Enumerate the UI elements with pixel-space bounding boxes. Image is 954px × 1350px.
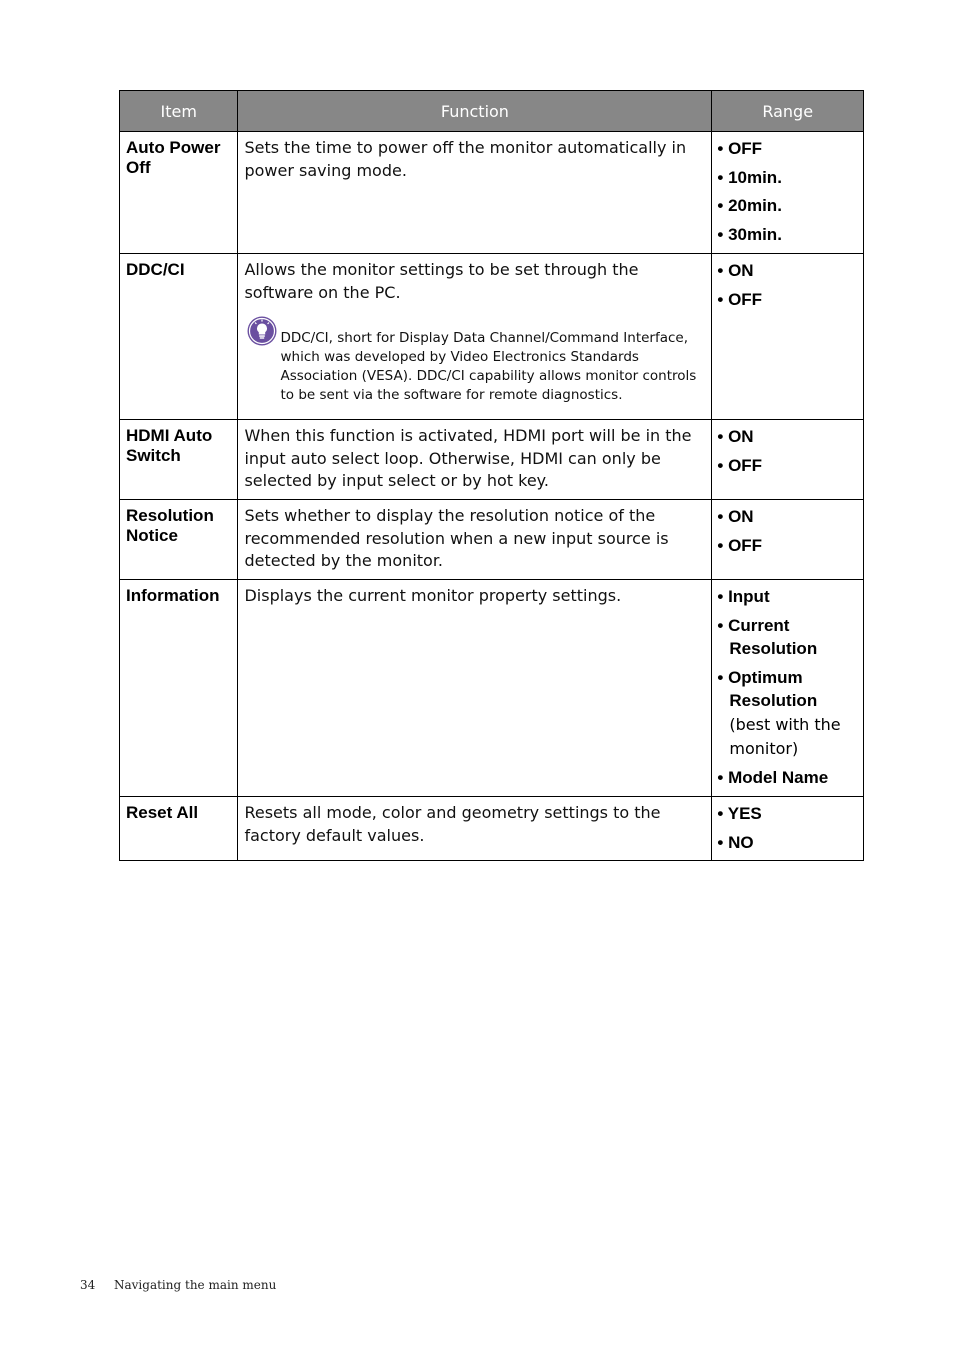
range-option: • Model Name (717, 767, 829, 787)
range-cell (712, 500, 864, 580)
table-row (120, 580, 864, 797)
header-function: Function (238, 91, 712, 132)
range-option: • 30min. (717, 224, 782, 244)
function-cell: When this function is activated, HDMI port will be in the input auto select loop. Otherwise, HDMI can only be selected by input select or by hot key. (238, 420, 712, 500)
note-block (244, 316, 705, 405)
range-cell (712, 132, 864, 254)
range-option: • NO (717, 832, 754, 852)
item-cell: DDC/CI (120, 254, 238, 420)
function-cell: Sets the time to power off the monitor automatically in power saving mode. (238, 132, 712, 254)
function-cell (238, 254, 712, 420)
range-option: • OFF (717, 535, 763, 555)
header-item: Item (120, 91, 238, 132)
table-row (120, 500, 864, 580)
range-cell (712, 254, 864, 420)
function-cell: Resets all mode, color and geometry settings to the factory default values. (238, 797, 712, 861)
header-range: Range (712, 91, 864, 132)
range-cell (712, 580, 864, 797)
range-option: • Input (717, 587, 770, 606)
range-option: • 10min. (717, 167, 782, 187)
function-cell: Sets whether to display the resolution notice of the recommended resolution when a new input source is detected by the monitor. (238, 500, 712, 580)
range-list (717, 505, 859, 557)
item-cell: Information (120, 580, 238, 797)
range-option: • OFF (717, 139, 763, 158)
range-list (717, 802, 859, 854)
page-number: 34 (80, 1278, 96, 1292)
range-option: • OFF (717, 455, 763, 475)
range-option: • ON (717, 507, 754, 526)
item-cell: Resolution Notice (120, 500, 238, 580)
table-header-row (120, 91, 864, 132)
range-list (717, 585, 859, 789)
item-cell: Reset All (120, 797, 238, 861)
function-cell: Displays the current monitor property settings. (238, 580, 712, 797)
table-row (120, 797, 864, 861)
range-option: • OFF (717, 289, 763, 309)
range-subnote: (best with the monitor) (729, 714, 841, 758)
range-cell (712, 420, 864, 500)
range-option: • ON (717, 427, 754, 446)
table-row (120, 132, 864, 254)
range-option: • Current Resolution (717, 615, 818, 658)
table-row (120, 420, 864, 500)
footer-section-title: Navigating the main menu (114, 1278, 277, 1292)
lightbulb-note-icon (247, 316, 277, 346)
item-cell: HDMI Auto Switch (120, 420, 238, 500)
note-text: DDC/CI, short for Display Data Channel/Command Interface, which was developed by Video Electronics Standards Association (VESA). DDC/CI capability allows monitor controls to be sent via the software for remote diagnostics. (280, 330, 697, 403)
range-list (717, 425, 859, 477)
range-option: • ON (717, 261, 754, 280)
range-list (717, 259, 859, 311)
range-option: • 20min. (717, 196, 782, 215)
range-cell (712, 797, 864, 861)
settings-table (119, 90, 864, 861)
page-footer (80, 1278, 276, 1292)
function-text: Allows the monitor settings to be set through the software on the PC. (244, 260, 639, 302)
range-option: • YES (717, 804, 762, 823)
table-row (120, 254, 864, 420)
item-cell: Auto Power Off (120, 132, 238, 254)
range-option: • Optimum Resolution (best with the monitor) (717, 666, 859, 761)
range-list (717, 137, 859, 246)
